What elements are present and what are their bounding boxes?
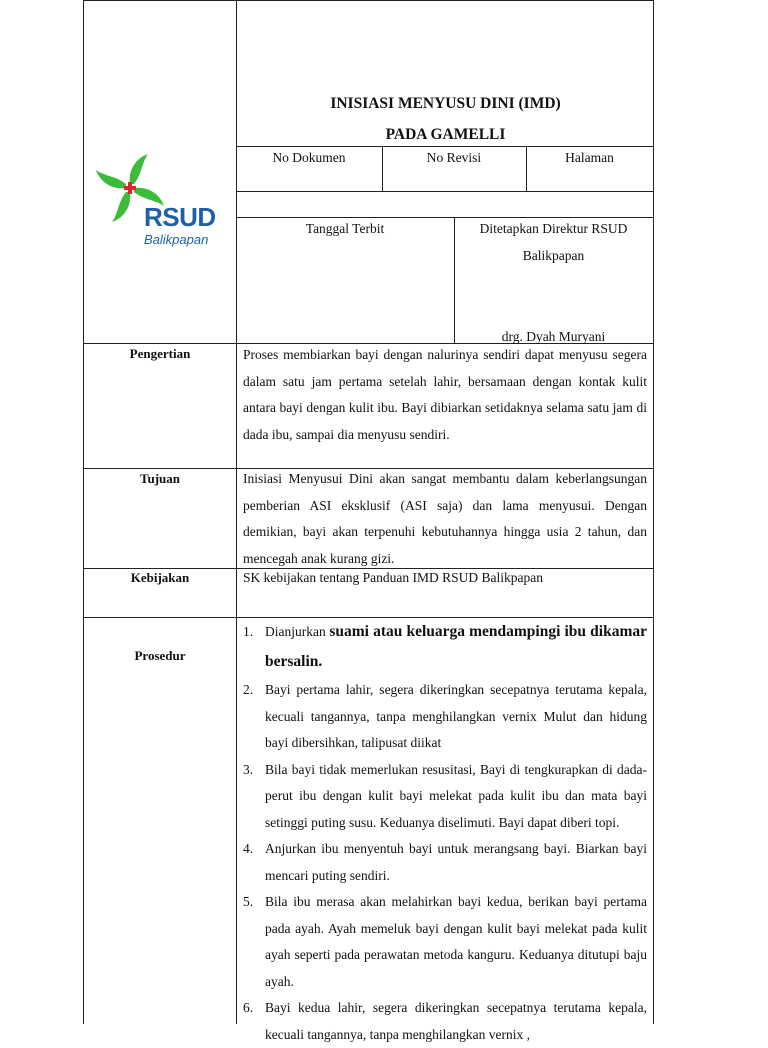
- tanggal-terbit-label: Tanggal Terbit: [305, 221, 385, 236]
- logo-text: RSUD: [144, 202, 216, 232]
- document-subtitle: PADA GAMELLI: [385, 126, 506, 143]
- table-border-right: [653, 0, 654, 1024]
- prosedur-item-text: Bayi kedua lahir, segera dikeringkan secepatnya terutama kepala, kecuali tangannya, tanpa menghilangkan vernix ,: [265, 1000, 647, 1042]
- tujuan-text: Inisiasi Menyusui Dini akan sangat membantu dalam keberlangsungan pemberian ASI eksklusif (ASI saja) dan lama menyusui. Dengan demikian, bayi akan terpenuhi kebutuhannya hingga usia 2 tahun, dan mencegah anak kurang gizi.: [243, 471, 647, 566]
- prosedur-item-3: 3. Bila bayi tidak memerlukan resusitasi, Bayi di tengkurapkan di dada-perut ibu dengan kulit bayi melekat pada kulit ibu dan mata bayi setinggi puting susu. Keduanya diselimuti. Bayi dapat diberi topi.: [243, 761, 647, 830]
- prosedur-item-1: 1. Dianjurkan suami atau keluarga mendampingi ibu dikamar bersalin.: [243, 623, 647, 670]
- prosedur-item-text: Bila ibu merasa akan melahirkan bayi kedua, berikan bayi pertama pada ayah. Ayah memeluk bayi dengan kulit bayi melekat pada kulit ayah seperti pada perawatan metoda kanguru. Keduanya ditutupi baju ayah.: [265, 894, 647, 989]
- prosedur-item-2: 2. Bayi pertama lahir, segera dikeringkan secepatnya terutama kepala, kecuali tangannya, tanpa menghilangkan vernix Mulut dan hidung bayi dibersihkan, talipusat diikat: [243, 682, 647, 750]
- prosedur-item-4: 4. Anjurkan ibu menyentuh bayi untuk merangsang bayi. Biarkan bayi mencari puting sendiri.: [243, 841, 647, 883]
- prosedur-item-text: Anjurkan ibu menyentuh bayi untuk merangsang bayi. Biarkan bayi mencari puting sendiri.: [265, 841, 647, 883]
- pengertian-label: Pengertian: [129, 346, 191, 361]
- ditetapkan-label: Ditetapkan Direktur RSUD: [479, 221, 628, 236]
- pengertian-text: Proses membiarkan bayi dengan nalurinya sendiri dapat menyusu segera dalam satu jam pertama setelah lahir, bersamaan dengan kontak kulit antara bayi dengan kulit ibu. Bayi dibiarkan setidaknya selama satu jam di dada ibu, sampai dia menyusu sendiri.: [243, 347, 647, 442]
- no-revisi-label: No Revisi: [426, 150, 482, 165]
- logo-subtext: Balikpapan: [144, 232, 209, 247]
- tujuan-label: Tujuan: [140, 471, 180, 486]
- kebijakan-text: SK kebijakan tentang Panduan IMD RSUD Balikpapan: [243, 570, 543, 585]
- prosedur-item-5: 5. Bila ibu merasa akan melahirkan bayi kedua, berikan bayi pertama pada ayah. Ayah memeluk bayi dengan kulit bayi melekat pada kulit ayah seperti pada perawatan metoda kanguru. Keduanya ditutupi baju ayah.: [243, 894, 647, 989]
- table-border-left: [83, 0, 84, 1024]
- ditetapkan-label-line2: Balikpapan: [522, 248, 585, 263]
- no-dokumen-label: No Dokumen: [272, 150, 346, 165]
- document-title: INISIASI MENYUSU DINI (IMD): [330, 95, 561, 112]
- halaman-label: Halaman: [565, 150, 614, 165]
- prosedur-list: [243, 617, 647, 1048]
- table-border-top: [83, 0, 654, 1]
- header-divider-2: [236, 191, 654, 192]
- prosedur-label: Prosedur: [134, 648, 186, 663]
- signatory-name: drg. Dyah Muryani: [501, 329, 606, 344]
- prosedur-item-lead: Dianjurkan: [265, 624, 330, 639]
- prosedur-item-text: Bayi pertama lahir, segera dikeringkan secepatnya terutama kepala, kecuali tangannya, tanpa menghilangkan vernix Mulut dan hidung bayi dibersihkan, talipusat diikat: [265, 682, 647, 750]
- prosedur-item-text: Bila bayi tidak memerlukan resusitasi, Bayi di tengkurapkan di dada-perut ibu dengan kulit bayi melekat pada kulit ibu dan mata bayi setinggi puting susu. Keduanya diselimuti. Bayi dapat diberi topi.: [265, 761, 647, 830]
- rsud-logo: [92, 150, 222, 260]
- kebijakan-label: Kebijakan: [130, 570, 190, 585]
- prosedur-item-6: 6. Bayi kedua lahir, segera dikeringkan secepatnya terutama kepala, kecuali tangannya, tanpa menghilangkan vernix ,: [243, 1000, 647, 1042]
- prosedur-item-emphasis: suami atau keluarga mendampingi ibu dikamar bersalin.: [265, 623, 647, 670]
